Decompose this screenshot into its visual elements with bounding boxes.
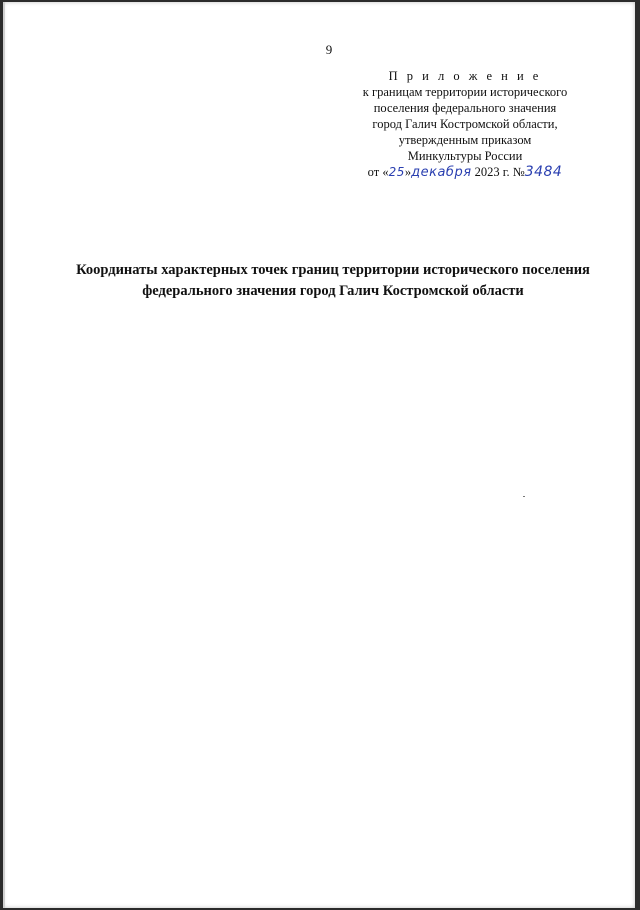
appendix-title: П р и л о ж е н и е: [388, 69, 542, 83]
heading-line-2: федерального значения город Галич Костромской области: [142, 283, 524, 299]
appendix-line-3: город Галич Костромской области,: [372, 117, 558, 131]
appendix-line-1: к границам территории исторического: [362, 85, 568, 99]
appendix-line-4: утвержденным приказом: [398, 133, 532, 147]
document-page: [3, 2, 635, 908]
appendix-block: [345, 68, 585, 181]
order-line: [345, 164, 585, 181]
appendix-line-2: поселения федерального значения: [373, 101, 557, 115]
scan-speck: [523, 496, 525, 497]
appendix-line-5: Минкультуры России: [407, 149, 523, 163]
handwritten-day: 25: [388, 165, 405, 179]
handwritten-month: декабря: [411, 165, 472, 180]
order-year: 2023 г. №: [471, 165, 525, 179]
heading-line-1: Координаты характерных точек границ территории исторического поселения: [76, 262, 590, 278]
page-edge: [3, 2, 5, 908]
order-prefix: от «: [367, 165, 389, 179]
order-quote-close: »: [404, 165, 412, 179]
document-heading: [43, 260, 623, 302]
handwritten-order-number: 3484: [524, 164, 563, 180]
page-number: 9: [325, 42, 333, 57]
